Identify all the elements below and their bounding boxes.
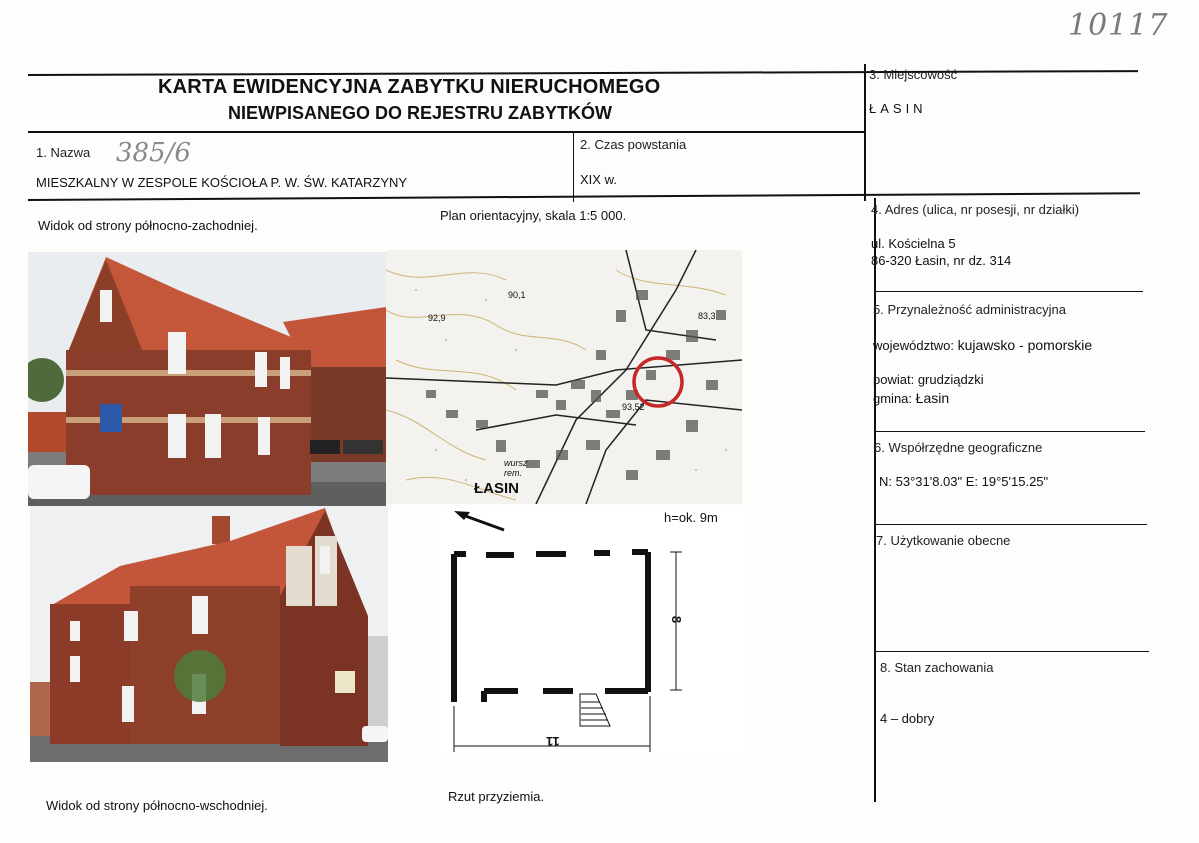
map-label-h5: wursz rem.	[504, 458, 528, 478]
voivodeship-row	[873, 337, 1092, 353]
county-label: powiat:	[873, 372, 915, 387]
right-column-divider	[874, 198, 876, 802]
rule-under-address	[874, 291, 1143, 292]
locality-label: 3. Miejscowość	[869, 67, 958, 82]
voivodeship-value: kujawsko - pomorskie	[957, 337, 1093, 353]
commune-label: gmina:	[873, 391, 913, 406]
usage-label: 7. Użytkowanie obecne	[876, 533, 1011, 548]
card-title-line1: KARTA EWIDENCYJNA ZABYTKU NIERUCHOMEGO	[158, 76, 661, 98]
commune-row	[873, 390, 949, 406]
map-label-h3: 93,52	[622, 402, 645, 412]
admin-label: 5. Przynależność administracyjna	[873, 302, 1066, 317]
caption-view-ne: Widok od strony północno-wschodniej.	[46, 798, 268, 813]
county-row	[873, 372, 984, 387]
name-handwritten-number: 385/6	[116, 138, 191, 168]
coords-value: N: 53°31'8.03" E: 19°5'15.25"	[879, 474, 1049, 489]
card-title-line2: NIEWPISANEGO DO REJESTRU ZABYTKÓW	[228, 103, 613, 123]
name-value: MIESZKALNY W ZESPOLE KOŚCIOŁA P. W. ŚW. KATARZYNY	[36, 175, 408, 190]
map-label-town: ŁASIN	[474, 480, 519, 497]
rule-under-coords	[874, 524, 1147, 525]
condition-value: 4 – dobry	[880, 711, 935, 726]
photo-view-northeast	[30, 506, 388, 762]
dimension-depth: 8	[669, 615, 685, 624]
voivodeship-label: województwo:	[873, 338, 954, 353]
address-label: 4. Adres (ulica, nr posesji, nr działki)	[871, 202, 1080, 217]
rule-under-usage	[874, 651, 1149, 652]
vertical-divider-1-2	[573, 132, 574, 202]
caption-plan: Plan orientacyjny, skala 1:5 000.	[440, 208, 627, 223]
coords-label: 6. Współrzędne geograficzne	[874, 440, 1043, 455]
address-line2: 86-320 Łasin, nr dz. 314	[871, 253, 1012, 268]
dimension-width: 11	[546, 734, 560, 749]
rule-under-name	[28, 192, 1140, 201]
rule-under-admin	[874, 431, 1145, 432]
condition-label: 8. Stan zachowania	[880, 660, 994, 675]
period-label: 2. Czas powstania	[580, 137, 687, 152]
address-line1: ul. Kościelna 5	[871, 236, 956, 251]
rule-under-title	[28, 131, 866, 133]
orientation-map	[386, 250, 742, 504]
locality-value: ŁASIN	[869, 101, 927, 116]
caption-floor-plan: Rzut przyziemia.	[448, 789, 545, 804]
map-label-h4: 83,3	[698, 311, 716, 321]
map-label-h2: 92,9	[428, 313, 446, 323]
floor-plan-drawing	[440, 506, 746, 758]
name-label: 1. Nazwa	[36, 145, 91, 160]
photo-view-northwest	[28, 252, 386, 506]
county-value: grudziądzki	[917, 372, 984, 387]
commune-value: Łasin	[915, 390, 950, 406]
map-label-h1: 90,1	[508, 290, 526, 300]
archive-number: 10117	[1068, 8, 1169, 43]
height-note: h=ok. 9m	[664, 510, 718, 525]
period-value: XIX w.	[580, 172, 617, 187]
caption-view-nw: Widok od strony północno-zachodniej.	[38, 218, 258, 233]
